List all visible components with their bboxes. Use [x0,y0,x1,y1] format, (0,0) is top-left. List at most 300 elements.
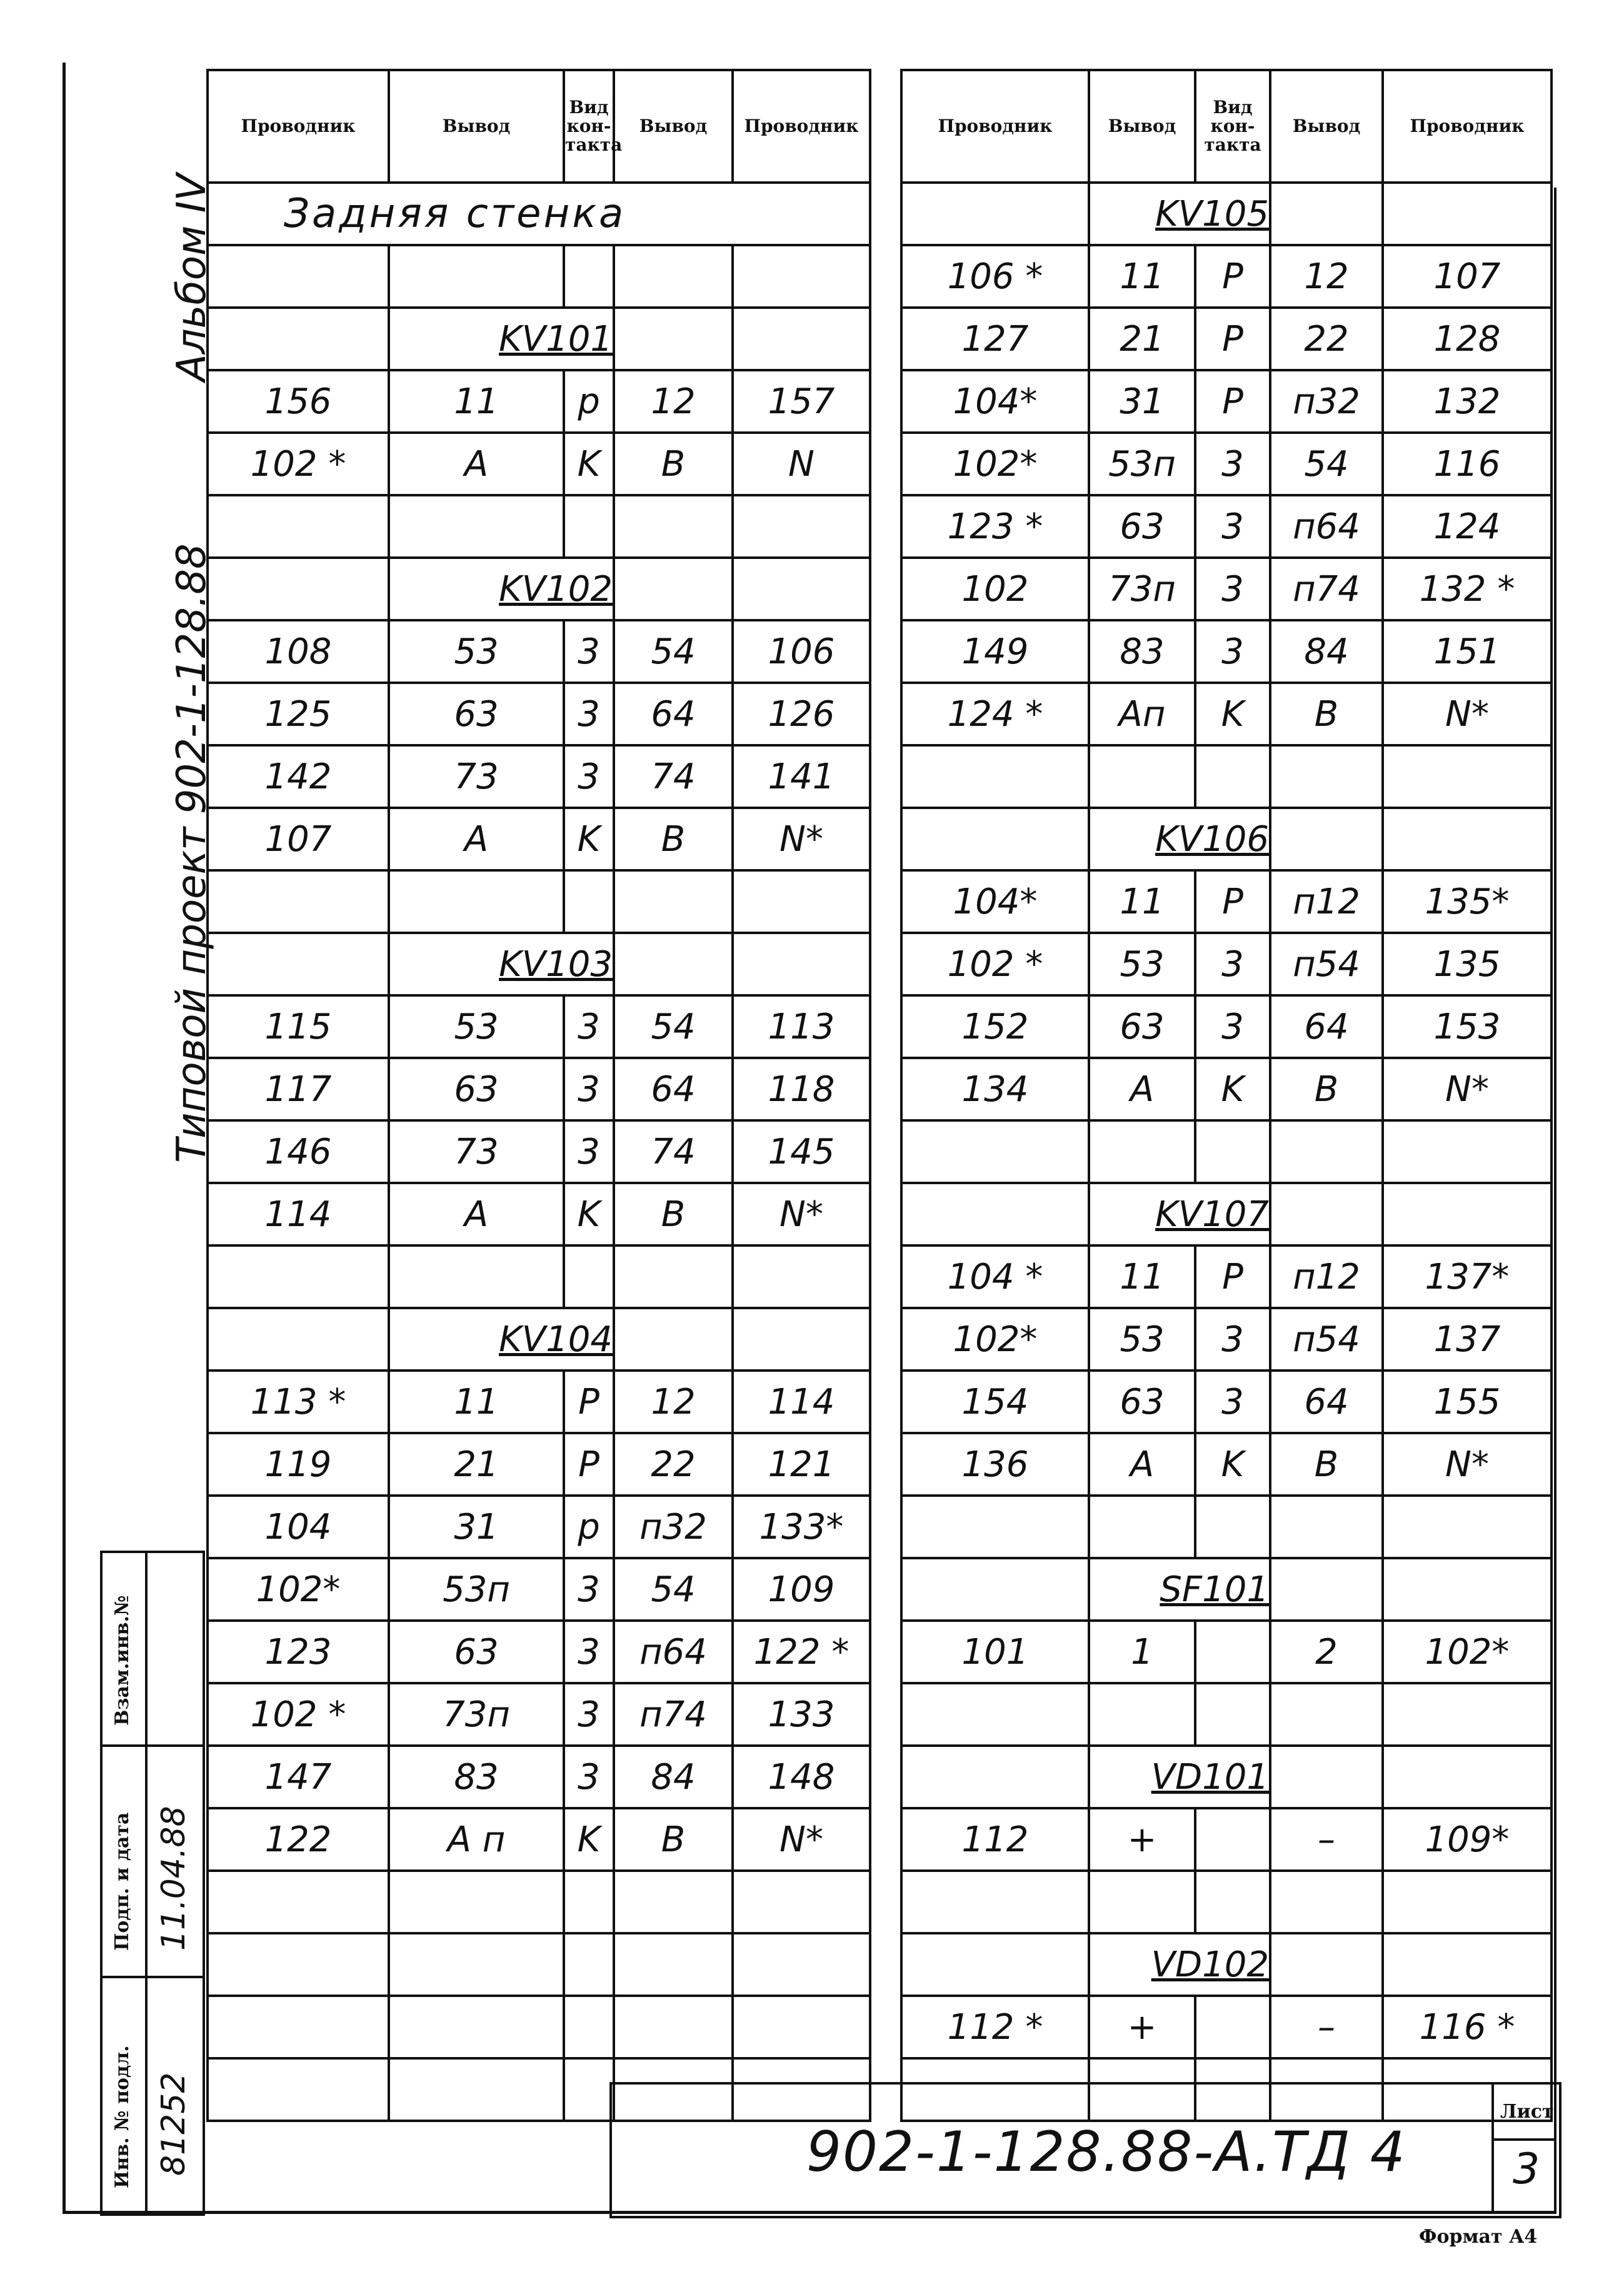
right-table-cell [1195,1621,1270,1683]
left-table-cell: 133 [733,1683,870,1746]
right-table-row [901,870,1551,933]
right-table-cell: 135 [1383,933,1551,995]
right-table-row [901,1683,1551,1746]
left-table-cell: 147 [208,1746,389,1808]
left-table-cell: 31 [389,1496,564,1558]
left-table-cell [208,1308,389,1371]
left-table-cell: 157 [733,370,870,433]
album-label: Альбом IV [169,173,215,381]
left-table-cell: 121 [733,1433,870,1496]
right-table-cell: 104 * [901,1245,1089,1308]
right-table-cell: 127 [901,308,1089,370]
left-section-title: Задняя стенка [208,183,870,245]
left-table-cell: 54 [614,995,733,1058]
left-table-row [208,245,870,308]
right-table-row [901,183,1551,245]
left-table-cell: 3 [564,1683,614,1746]
right-table-row [901,1933,1551,1996]
right-table-cell: N* [1383,1058,1551,1120]
right-table-row [901,308,1551,370]
left-table-row [208,433,870,495]
left-table-cell [208,1933,389,1996]
right-header-contact-type: Вид кон-такта [1195,70,1270,183]
left-header-terminal: Вывод [389,70,564,183]
right-table-cell: 116 * [1383,1996,1551,2058]
left-table-cell: 53 [389,995,564,1058]
right-table-cell: 53 [1089,933,1195,995]
left-table-cell: 74 [614,745,733,808]
right-table-cell: K [1195,1058,1270,1120]
right-table-cell [1089,1120,1195,1183]
right-table-cell: 137 [1383,1308,1551,1371]
left-table-cell: 156 [208,370,389,433]
left-table-cell: 114 [208,1183,389,1245]
left-table-cell: 117 [208,1058,389,1120]
sheet-number: 3 [1513,2145,1540,2194]
right-table-row [901,1371,1551,1433]
left-header-conductor: Проводник [208,70,389,183]
left-table-cell: K [564,808,614,870]
left-table-row [208,495,870,558]
right-table-cell: 112 * [901,1996,1089,2058]
right-connection-table [900,69,1553,2122]
left-table-cell [208,558,389,620]
right-table-cell: 11 [1089,245,1195,308]
left-table-cell: 63 [389,1621,564,1683]
left-table-cell: 133* [733,1496,870,1558]
left-table-cell [389,1245,564,1308]
left-table-cell: A [389,808,564,870]
left-table-cell: 3 [564,620,614,683]
left-table-cell [733,933,870,995]
left-table-cell [208,245,389,308]
right-table-cell: – [1270,1808,1383,1871]
right-table-row [901,1621,1551,1683]
right-table-cell: B [1270,1433,1383,1496]
right-table-cell: 12 [1270,245,1383,308]
left-table-cell: 21 [389,1433,564,1496]
left-table-cell [614,933,733,995]
left-table-cell: 102 * [208,433,389,495]
left-table-row [208,1933,870,1996]
right-table-cell [1383,1746,1551,1808]
left-table-row [208,620,870,683]
left-table-cell: 3 [564,1621,614,1683]
right-table-cell: 149 [901,620,1089,683]
right-table-cell [1195,1683,1270,1746]
stamp-label-signature-date: Подп. и дата [111,1812,133,1951]
left-table-cell [614,558,733,620]
left-table-cell: 3 [564,995,614,1058]
left-table-cell: 113 [733,995,870,1058]
left-table-cell [564,2058,614,2121]
right-table-cell: 2 [1270,1621,1383,1683]
right-table-cell: 54 [1270,433,1383,495]
left-table-cell: 12 [614,1371,733,1433]
right-table-cell [901,1746,1089,1808]
right-table-cell: 101 [901,1621,1089,1683]
right-table-row [901,933,1551,995]
left-table-cell: 122 * [733,1621,870,1683]
left-table-cell: P [564,1433,614,1496]
left-table-cell: K [564,1808,614,1871]
right-header-terminal: Вывод [1089,70,1195,183]
right-table-cell: 11 [1089,870,1195,933]
left-table-cell: 118 [733,1058,870,1120]
right-table-cell: 3 [1195,495,1270,558]
left-table-cell: 141 [733,745,870,808]
left-table-cell [389,870,564,933]
left-table-cell: 113 * [208,1371,389,1433]
left-table-row [208,1058,870,1120]
right-table-cell: 63 [1089,995,1195,1058]
left-table-cell: 102* [208,1558,389,1621]
right-table-cell: 102* [901,433,1089,495]
left-table-cell [614,1996,733,2058]
left-table-cell [208,2058,389,2121]
right-table-cell: P [1195,245,1270,308]
right-table-row [901,558,1551,620]
left-table-cell [733,1871,870,1933]
right-table-row [901,995,1551,1058]
right-table-cell [901,1496,1089,1558]
left-table-cell [733,495,870,558]
left-table-cell: 3 [564,1558,614,1621]
project-label: Типовой проект 902-1-128.88 [169,543,215,1163]
right-table-cell: 53 [1089,1308,1195,1371]
right-table-cell: B [1270,1058,1383,1120]
stamp-divider-vertical [145,1551,148,2211]
right-table-row [901,370,1551,433]
left-table-row [208,1871,870,1933]
left-table-cell: 84 [614,1746,733,1808]
right-table-cell: 135* [1383,870,1551,933]
left-device-group-label: KV104 [389,1308,614,1371]
right-table-cell [901,1558,1089,1621]
left-table-cell: 74 [614,1120,733,1183]
sheet-label: Лист [1500,2101,1554,2123]
right-table-cell: 124 [1383,495,1551,558]
left-table-cell: 3 [564,745,614,808]
left-table-cell: п64 [614,1621,733,1683]
right-table-row [901,245,1551,308]
right-table-cell: п54 [1270,933,1383,995]
left-table-cell: A [389,433,564,495]
left-table-cell: 3 [564,1746,614,1808]
right-table-cell: 102* [1383,1621,1551,1683]
left-table-cell: N* [733,808,870,870]
right-table-cell: 3 [1195,433,1270,495]
right-table-cell: 136 [901,1433,1089,1496]
left-table-cell [614,1933,733,1996]
left-table-cell: 146 [208,1120,389,1183]
right-device-group-label: KV107 [1089,1183,1270,1245]
left-table-cell: 126 [733,683,870,745]
right-table-cell [901,808,1089,870]
left-table-cell: п74 [614,1683,733,1746]
right-table-cell [1270,1183,1383,1245]
right-table-cell: 102* [901,1308,1089,1371]
right-table-row [901,620,1551,683]
left-table-cell: P [564,1371,614,1433]
left-table-row [208,1808,870,1871]
frame-left-line [63,63,66,2213]
left-table-cell: 11 [389,370,564,433]
right-table-cell: 11 [1089,1245,1195,1308]
left-table-cell [614,308,733,370]
right-table-cell: 53п [1089,433,1195,495]
left-table-cell: 122 [208,1808,389,1871]
left-table-cell: 73 [389,1120,564,1183]
left-table-row [208,558,870,620]
left-table-row [208,808,870,870]
left-table-cell [733,308,870,370]
right-table-row [901,1058,1551,1120]
left-table-cell: 64 [614,1058,733,1120]
right-table-cell [1383,1933,1551,1996]
left-table-cell [208,1245,389,1308]
left-table-cell [208,870,389,933]
left-table-cell: 64 [614,683,733,745]
right-table-cell [1270,1871,1383,1933]
left-table-row [208,1621,870,1683]
left-table-cell [208,308,389,370]
left-table-cell: 53п [389,1558,564,1621]
left-table-cell [564,1933,614,1996]
document-code: 902-1-128.88-А.ТД 4 [806,2120,1406,2184]
stamp-date-value: 11.04.88 [155,1806,193,1951]
left-table-row [208,1996,870,2058]
right-table-cell: 31 [1089,370,1195,433]
left-table-row [208,1683,870,1746]
left-device-group-label: KV101 [389,308,614,370]
left-table-cell [733,245,870,308]
left-table-cell: 3 [564,683,614,745]
left-table-cell: 54 [614,620,733,683]
left-table-cell [208,495,389,558]
left-table-row [208,308,870,370]
left-table-cell [389,245,564,308]
left-table-cell: 107 [208,808,389,870]
left-table-cell: 3 [564,1120,614,1183]
right-device-group-label: KV106 [1089,808,1270,870]
right-table-cell [1383,1871,1551,1933]
stamp-divider-2 [100,1976,203,1978]
right-table-cell [1195,1871,1270,1933]
left-table-cell [733,1933,870,1996]
right-table-cell [1195,1996,1270,2058]
left-table-row [208,1746,870,1808]
right-table-cell: 73п [1089,558,1195,620]
left-table-cell [614,495,733,558]
left-table-cell [389,1933,564,1996]
right-table-row [901,1433,1551,1496]
left-table-cell: 53 [389,620,564,683]
right-table-cell: + [1089,1996,1195,2058]
left-connection-table [206,69,871,2122]
left-table-row [208,183,870,245]
right-table-cell [1195,1808,1270,1871]
right-table-cell: 21 [1089,308,1195,370]
right-table-cell: 84 [1270,620,1383,683]
left-table-cell: 73 [389,745,564,808]
left-table-cell: 114 [733,1371,870,1433]
right-header-conductor: Проводник [901,70,1089,183]
right-table-cell: п12 [1270,1245,1383,1308]
right-table-cell: 151 [1383,620,1551,683]
left-table-row [208,1308,870,1371]
right-table-cell [901,1120,1089,1183]
left-table-cell: p [564,370,614,433]
right-table-cell: P [1195,370,1270,433]
right-table-cell: P [1195,870,1270,933]
left-table-cell: п32 [614,1496,733,1558]
left-device-group-label: KV102 [389,558,614,620]
left-table-cell: 106 [733,620,870,683]
right-table-cell: 128 [1383,308,1551,370]
right-table-cell: N* [1383,1433,1551,1496]
right-table-cell [1270,1558,1383,1621]
right-table-cell: 64 [1270,995,1383,1058]
right-table-cell [1195,1496,1270,1558]
stamp-label-replacement: Взам.инв.№ [111,1595,133,1726]
left-table-cell [733,1996,870,2058]
right-device-group-label: KV105 [1089,183,1270,245]
right-table-cell: + [1089,1808,1195,1871]
left-table-row [208,995,870,1058]
left-table-cell [733,870,870,933]
right-table-row [901,1871,1551,1933]
right-table-row [901,1496,1551,1558]
right-table-cell: – [1270,1996,1383,2058]
right-table-cell [1195,1120,1270,1183]
right-device-group-label: VD102 [1089,1933,1270,1996]
right-table-cell: 112 [901,1808,1089,1871]
left-table-cell: 73п [389,1683,564,1746]
left-table-cell: 104 [208,1496,389,1558]
left-table-row [208,1120,870,1183]
right-table-row [901,1558,1551,1621]
right-table-cell [1270,1746,1383,1808]
right-table-row [901,1996,1551,2058]
right-table-cell [901,1871,1089,1933]
left-table-cell [614,1871,733,1933]
left-table-cell [614,245,733,308]
right-table-cell [1383,1558,1551,1621]
right-table-cell: 123 * [901,495,1089,558]
left-table-cell: K [564,433,614,495]
right-table-cell [1383,1496,1551,1558]
right-table-cell [901,1683,1089,1746]
left-table-cell [564,1996,614,2058]
right-device-group-label: SF101 [1089,1558,1270,1621]
left-table-cell: 102 * [208,1683,389,1746]
left-table-cell [208,1996,389,2058]
left-table-cell [208,1871,389,1933]
left-table-cell: p [564,1496,614,1558]
right-table-cell: 104* [901,870,1089,933]
left-table-cell: 11 [389,1371,564,1433]
left-table-row [208,1558,870,1621]
left-table-row [208,1183,870,1245]
right-table-cell [1383,808,1551,870]
left-table-cell: B [614,433,733,495]
left-table-row [208,933,870,995]
left-table-cell [614,1245,733,1308]
left-table-row [208,870,870,933]
left-table-cell: 54 [614,1558,733,1621]
right-table-cell: 64 [1270,1371,1383,1433]
right-table-cell [1089,1496,1195,1558]
right-table-cell [1270,183,1383,245]
right-table-cell: 83 [1089,620,1195,683]
right-table-cell: п64 [1270,495,1383,558]
left-table-cell: 123 [208,1621,389,1683]
right-table-cell [1270,1120,1383,1183]
left-table-cell [389,1871,564,1933]
right-table-cell [1270,1496,1383,1558]
right-table-cell: 134 [901,1058,1089,1120]
right-table-cell: A [1089,1058,1195,1120]
left-table-row [208,683,870,745]
right-table-cell: 102 [901,558,1089,620]
left-table-cell: 125 [208,683,389,745]
left-header-row [208,70,870,183]
right-table-cell: 132 [1383,370,1551,433]
right-table-cell: 137* [1383,1245,1551,1308]
title-block-sheet-divider [1491,2082,1494,2213]
left-table-cell [564,245,614,308]
right-table-cell [1383,1683,1551,1746]
left-table-cell: 115 [208,995,389,1058]
right-table-cell [1270,745,1383,808]
right-table-cell: п12 [1270,870,1383,933]
right-table-cell: 63 [1089,495,1195,558]
right-header-conductor-2: Проводник [1383,70,1551,183]
right-table-cell: 153 [1383,995,1551,1058]
right-table-cell: п32 [1270,370,1383,433]
right-header-row [901,70,1551,183]
stamp-label-original-inventory: Инв. № подл. [111,2045,133,2188]
right-table-cell: N* [1383,683,1551,745]
right-table-row [901,1808,1551,1871]
right-table-cell: 132 * [1383,558,1551,620]
left-table-cell: 148 [733,1746,870,1808]
left-table-cell: B [614,1183,733,1245]
right-header-terminal-2: Вывод [1270,70,1383,183]
right-table-cell: 152 [901,995,1089,1058]
left-table-cell [733,1308,870,1371]
right-table-row [901,1746,1551,1808]
left-table-cell: 109 [733,1558,870,1621]
left-table-cell [614,870,733,933]
stamp-divider-1 [100,1744,203,1747]
left-table-cell: 142 [208,745,389,808]
left-table-cell: 119 [208,1433,389,1496]
right-table-row [901,683,1551,745]
left-table-row [208,370,870,433]
right-table-cell: 154 [901,1371,1089,1433]
right-table-cell: 102 * [901,933,1089,995]
left-header-contact-type: Вид кон-такта [564,70,614,183]
left-table-cell: N* [733,1808,870,1871]
left-table-cell [389,1996,564,2058]
left-table-row [208,1433,870,1496]
left-table-cell: 22 [614,1433,733,1496]
left-table-cell [614,1308,733,1371]
right-table-cell: 116 [1383,433,1551,495]
right-table-cell: 109* [1383,1808,1551,1871]
